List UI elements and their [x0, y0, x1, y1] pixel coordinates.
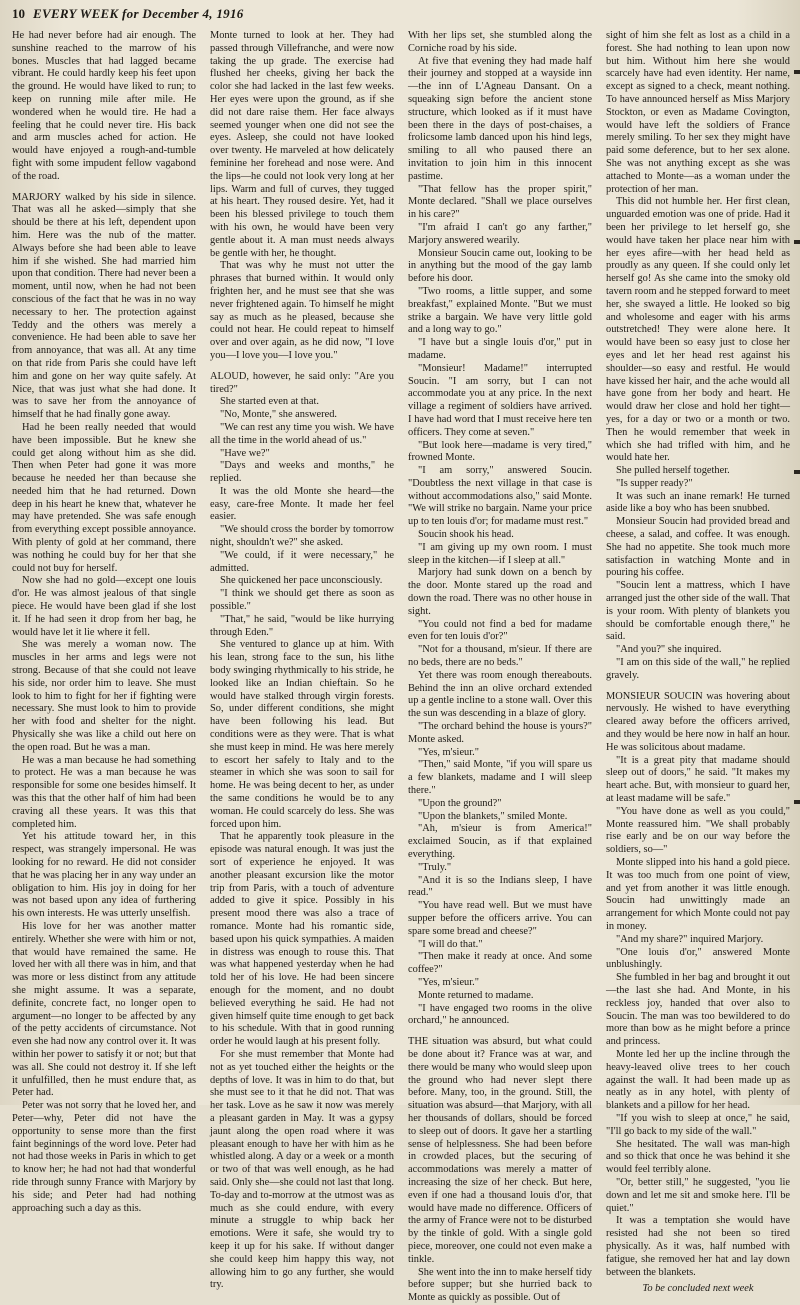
article-paragraph: "If you wish to sleep at once," he said, "I'll go back to my side of the wall."	[606, 1112, 790, 1137]
article-paragraph: "Yes, m'sieur."	[418, 976, 479, 988]
article-paragraph: She ventured to glance up at him. With his lean, strong face to the sun, his lithe body swinging rhythmically to his stride, he looked like an Indian chieftain. So he would have stalked through virgin forests. So, under different conditions, she might have been following his lead. But conditions were as they were. That is what she must keep in mind. He was here merely to escort her safely to Italy and to the steamer in which she was soon to sail for home. He was being decent to her, as under the same conditions he would be to any woman. He could scarcely do less. She was forced upon him.	[210, 639, 394, 830]
article-paragraph: "Yes, m'sieur."	[418, 746, 479, 758]
article-paragraph: "And you?" she inquired.	[616, 644, 722, 656]
article-paragraph: With her lips set, she stumbled along the Corniche road by his side.	[408, 30, 592, 54]
article-paragraph: "No, Monte," she answered.	[220, 409, 337, 421]
article-paragraph: Had he been really needed that would have been impossible. But he knew she could get along without him as she did. Then when Peter had gone it was more because he needed her than because she needed him that he had returned. Down deep in his heart he knew that, whatever he may have pretended. She was safe enough from everything except possible annoyance. With plenty of gold at her command, there was nothing he could buy for her that she could not buy for herself.	[12, 421, 196, 574]
running-title: EVERY WEEK for December 4, 1916	[33, 6, 244, 21]
article-paragraph: "Is supper ready?"	[616, 477, 693, 489]
article-paragraph: "I think we should get there as soon as possible."	[210, 588, 394, 613]
article-paragraph: MONSIEUR SOUCIN was hovering about nervously. He wished to have everything cleared away before the officers arrived, and they would be here now in half an hour. He was solicitous about madame.	[606, 690, 790, 753]
article-paragraph: "Days and weeks and months," he replied.	[210, 460, 394, 485]
article-paragraph: "Truly."	[418, 861, 452, 873]
article-paragraph: "One louis d'or," answered Monte unblushingly.	[606, 946, 790, 971]
article-paragraph: She went into the inn to make herself tidy before supper; but she hurried back to Monte as quickly as possible. Out of	[408, 1266, 592, 1304]
article-paragraph: sight of him she felt as lost as a child in a forest. She had nothing to lean upon now but him. Without him here she would scarcely have had even identity. Her name, except as signed to a check, meant nothing. To have announced herself as Miss Marjory Stockton, or even as Madame Covington, would have left the soldiers of France merely smiling. To her sex they might have paid some deference, but to her sex alone. She was not anything except as she was attached to Monte—as a woman under the protection of her man.	[606, 30, 790, 195]
article-paragraph: She fumbled in her bag and brought it out—the last she had. And Monte, in his reckless joy, handed that over also to Soucin. The man was too bewildered to do more than bow as he might before a prince and princess.	[606, 972, 790, 1048]
article-paragraph: "And my share?" inquired Marjory.	[616, 933, 764, 945]
article-paragraph: He had never before had air enough. The sunshine reached to the marrow of his bones. Muscles that had lagged became vibrant. He could hardly keep his feet upon the ground. He would have liked to run; to keep on running mile after mile. He wondered when he would tire. He had a feeling that he could never tire. His back and arm muscles ached for action. He would have enjoyed a rough-and-tumble fight with some impudent fellow vagabond of the road.	[12, 30, 196, 182]
article-paragraph: It was such an inane remark! He turned aside like a boy who has been snubbed.	[606, 490, 790, 515]
page-edge-mark	[794, 470, 800, 474]
article-paragraph: "Upon the blankets," smiled Monte.	[418, 810, 568, 822]
article-paragraph: "We should cross the border by tomorrow night, shouldn't we?" she asked.	[210, 524, 394, 549]
article-paragraph: "I have but a single louis d'or," put in madame.	[408, 337, 592, 361]
article-paragraph: "Monsieur! Madame!" interrupted Soucin. "I am sorry, but I can not accommodate you at any price. In the next village a regiment of soldiers have arrived. I have had word that I must receive here ten officers. They come at seven."	[408, 362, 592, 438]
column-4	[606, 30, 790, 1305]
article-paragraph: Monte led her up the incline through the heavy-leaved olive trees to her couch against the wall. It had been made up as neatly as in any hotel, with plenty of blankets and a pillow for her head.	[606, 1048, 790, 1112]
article-paragraph: "That fellow has the proper spirit," Monte declared. "Shall we place ourselves in his care?"	[408, 183, 592, 221]
article-paragraph: "You could not find a bed for madame even for ten louis d'or?"	[408, 618, 592, 643]
article-paragraph: "Ah, m'sieur is from America!" exclaimed Soucin, as if that explained everything.	[408, 823, 592, 860]
article-paragraph: "That," he said, "would be like hurrying through Eden."	[210, 613, 394, 638]
article-paragraph: "Two rooms, a little supper, and some breakfast," explained Monte. "But we must strike a bargain. We have very little gold and a long way to go."	[408, 285, 592, 336]
article-paragraph: "We could, if it were necessary," he admitted.	[210, 549, 394, 574]
article-paragraph: She started even at that.	[220, 396, 319, 408]
article-paragraph: "I have engaged two rooms in the olive orchard," he announced.	[408, 1002, 592, 1027]
article-paragraph: Monsieur Soucin had provided bread and cheese, a salad, and coffee. It was enough. She had no appetite. She took much more satisfaction in watching Monte and in pouring his coffee.	[606, 516, 790, 579]
article-paragraph: "Then make it ready at once. And some coffee?"	[408, 951, 592, 976]
page-number: 10	[12, 6, 25, 21]
article-paragraph: "I'm afraid I can't go any farther," Marjory answered wearily.	[408, 221, 592, 246]
article-paragraph: He was a man because he had something to protect. He was a man because he was responsible for some one besides himself. It was this that the other half of him had been craving all these years. It was this that completed him.	[12, 754, 196, 830]
article-paragraph: It was the old Monte she heard—the easy, care-free Monte. It made her feel easier.	[210, 485, 394, 523]
article-paragraph: Soucin shook his head.	[418, 529, 514, 541]
article-paragraph: At five that evening they had made half their journey and stopped at a wayside inn—the inn of L'Agneau Dansant. On a squeaking sign before the ancient stone structure, which looked as if it must have been there in the days of post-chaises, a frolicsome lamb danced upon his hind legs, smiling to all who paused there an invitation to join him in this innocent pastime.	[408, 55, 592, 182]
page-edge-mark	[794, 800, 800, 804]
article-paragraph: It was a temptation she would have resisted had she not been so tired physically. As it was, half numbed with fatigue, she removed her hat and lay down between the blankets.	[606, 1215, 790, 1278]
article-paragraph: That he apparently took pleasure in the episode was natural enough. It was just the sort of experience he enjoyed. It was another pleasant excursion like the motor trip from Paris, with a touch of adventure added to give it spice. Possibly in his present mood there was also a trace of romance. Monte had his romantic side, based upon his quick sympathies. A maiden in distress was enough to rouse this. That was what happened yesterday when he had told her of his love. He had been sincere enough for the moment, and no doubt believed everything he said. He had not given himself quite time enough to get back to his schedule. With that in good running order he would laugh at his present folly.	[210, 831, 394, 1048]
article-paragraph: She hesitated. The wall was man-high and so thick that once he was behind it she would feel terribly alone.	[606, 1138, 790, 1176]
article-paragraph: "Then," said Monte, "if you will spare us a few blankets, madame and I will sleep there."	[408, 759, 592, 797]
article-paragraph: She quickened her pace unconsciously.	[220, 575, 383, 587]
article-paragraph: ALOUD, however, he said only: "Are you tired?"	[210, 370, 394, 395]
article-paragraph: For she must remember that Monte had not as yet touched either the heights or the depths of love. It was in him to do that, but she must see to it that he did not. That was her task. Love as he saw it now was merely a pleasant garden in May. It was a gypsy jaunt along the open road where it was pleasant enough to have her with him as he whistled along. A day or a week or a month or two of that was well enough, as he had said. Only she—she could not last that long. To-day and to-morrow at the utmost was as much as she could endure, with every minute a struggle to whip back her emotions. Were it safe, she would try to keep it up for his sake. If without danger she could keep him happy this way, not allowing him to go any further, she would try.	[210, 1048, 394, 1291]
article-paragraph: Monte returned to madame.	[418, 989, 534, 1001]
article-paragraph: "But look here—madame is very tired," frowned Monte.	[408, 439, 592, 464]
column-2	[210, 30, 394, 1305]
article-paragraph: Yet his attitude toward her, in this respect, was strangely impersonal. He was looking for no reward. He did not consider that he was placing her in any way under an obligation to him. His joy in doing for her was not based upon any idea of furthering his own interests. He was utterly unselfish.	[12, 831, 196, 920]
page-header	[12, 6, 788, 28]
article-paragraph: "The orchard behind the house is yours?" Monte asked.	[408, 721, 592, 745]
continuation-note: To be concluded next week	[642, 1283, 754, 1295]
article-paragraph: MARJORY walked by his side in silence. That was all he asked—simply that she should be there at his left, dependent upon him. Here was the nub of the matter. Always before she had been able to leave him if she wished. She had married him upon that condition. There had never been a moment, until now, when he had not been conscious of the fact that he was in no way necessary to her. The protection against Teddy and the others was merely a convenience. He had been able to save her from annoyance, that was all. At any time on that ride from Paris she could have left him and gone on her way quite safely. At Nice, that was just what she had done. It was to save her from the annoyance of himself that he had finally gone away.	[12, 191, 196, 421]
article-paragraph: She was merely a woman now. The muscles in her arms and legs were not strong. Because of that she could not leave his side, nor order him to leave. She must look to him to fight for her if fighting were necessary. She must look to him to provide her with food and shelter for the night. Physically she was like a child out here on the open road. But he was a man.	[12, 639, 196, 753]
column-1	[12, 30, 196, 1305]
article-paragraph: "It is a great pity that madame should sleep out of doors," he said. "It makes my heart ache. But, with monsieur to guard her, at least madame will be safe."	[606, 754, 790, 805]
page-edge-mark	[794, 240, 800, 244]
article-paragraph: "You have read well. But we must have supper before the officers arrive. You can spare some bread and cheese?"	[408, 900, 592, 937]
article-paragraph: "I am sorry," answered Soucin. "Doubtless the next village in that case is without accommodations also," said Monte. "We will strike no bargain. Name your price up to ten louis d'or; for madame must rest."	[408, 465, 592, 528]
article-paragraph: "We can rest any time you wish. We have all the time in the world ahead of us."	[210, 421, 394, 446]
article-paragraph: "Or, better still," he suggested, "you lie down and let me sit and smoke here. I'll be quiet."	[606, 1176, 790, 1214]
article-paragraph: "I will do that."	[418, 938, 483, 950]
article-paragraph: "You have done as well as you could," Monte reassured him. "We shall probably rise early and be on our way before the soldiers, so—"	[606, 805, 790, 856]
page-edge-mark	[794, 70, 800, 74]
column-3	[408, 30, 592, 1305]
article-paragraph: "I am giving up my own room. I must sleep in the kitchen—if I sleep at all."	[408, 541, 592, 566]
article-paragraph: That was why he must not utter the phrases that burned within. It would only frighten her, and he must see that she was never frightened again. To himself he might say as much as he pleased, because she could not hear. He could repeat to himself over and over again, as he did now, "I love you—I love you—I love you."	[210, 260, 394, 361]
article-paragraph: THE situation was absurd, but what could be done about it? France was at war, and there would be many who would sleep upon the ground who had never slept there before. Many, too, in the ground. Still, the situation was absurd—that Marjory, with all her thousands of dollars, should be forced to sleep out of doors. It gave her a startling sense of helplessness. She had been before in crowded places, but the securing of accommodations was merely a matter of increasing the size of her check. But here, even if one had a thousand louis d'or, that would have made no difference. Officers of the army of France were not to be disturbed by the tinkle of gold. With a single gold piece, moreover, one could not even make a tinkle.	[408, 1036, 592, 1265]
article-paragraph: Marjory had sunk down on a bench by the door. Monte stared up the road and down the road. There was no other house in sight.	[408, 567, 592, 617]
article-paragraph: "And it is so the Indians sleep, I have read."	[408, 874, 592, 899]
article-paragraph: "Not for a thousand, m'sieur. If there are no beds, there are no beds."	[408, 644, 592, 669]
article-columns	[12, 30, 790, 1304]
article-paragraph: "Have we?"	[220, 447, 270, 459]
article-paragraph: Yet there was room enough thereabouts. Behind the inn an olive orchard extended up a gentle incline to a stone wall. Over this the sun was descending in a blaze of glory.	[408, 669, 592, 720]
article-paragraph: Peter was not sorry that he loved her, and Peter—why, Peter did not have the opportunity to sense more than the first faint beginnings of the word love. Peter had not had those weeks in Paris in which to get to know her; he had not had that wonderful ride through sunny France with Marjory by his side; and Peter had had nothing approaching such a day as this.	[12, 1100, 196, 1214]
article-paragraph: Now she had no gold—except one louis d'or. He was almost jealous of that single piece. He would have been glad if she lost it. If he had seen it drop from her bag, he would have let it lie where it fell.	[12, 575, 196, 638]
article-paragraph: "Upon the ground?"	[418, 797, 502, 809]
article-paragraph: This did not humble her. Her first clean, unguarded emotion was one of pride. Had it been her privilege to let herself go, she would have taken her place near him with her eyes afire—with her head held as proudly as any queen. If she could only let herself go! As she came into the smoky old tavern room and he stepped forward to meet her, she swayed a little. He looked so big and wholesome and eager with his arms outstretched! They were alone here. It would have been so easy just to close her eyes and let her head rest against his shoulder—so easy and restful. He would have kissed her hair, and the ache would all have gone from her body and heart. He would draw her close and hold her tight—yes, for a day or two or a month or two. Then he would remember that week in which she had trifled with him, and he would hate her.	[606, 196, 790, 464]
article-paragraph: Monsieur Soucin came out, looking to be in anything but the mood of the gay lamb before his door.	[408, 247, 592, 285]
article-paragraph: His love for her was another matter entirely. Whether she were with him or not, that would have remained the same. He loved her with all there was in him, and that was more or less distinct from any attitude she might assume. It was a separate, definite, concrete fact, no longer open to argument—no longer to be affected by any of the petty accidents of circumstance. Not even she had now any control over it. It was within her power to satisfy it or not; but that was all. She could not destroy it. If she left it unfulfilled, then he must endure that, as Peter had.	[12, 920, 196, 1099]
article-paragraph: She pulled herself together.	[616, 465, 730, 477]
article-paragraph: "Soucin lent a mattress, which I have arranged just the other side of the wall. That is your room. With plenty of blankets you should be comfortable enough there," he said.	[606, 580, 790, 643]
article-paragraph: Monte slipped into his hand a gold piece. It was too much from one point of view, and yet from another it was little enough. Soucin had unwittingly made an arrangement for which Monte could not pay in money.	[606, 857, 790, 932]
article-paragraph: Monte turned to look at her. They had passed through Villefranche, and were now taking the up grade. The exercise had flushed her cheeks, giving her back the color she had lacked in the last few weeks. Her eyes were upon the ground, as if she did not dare raise them. Her face always seemed younger when one did not see the eyes. Asleep, she could not have looked over twenty. He marveled at how delicately feminine her forehead and nose were. And the lips—he could not look very long at her lips. Warm and full of curves, they tugged at his heart. They roused desire. Yet, had it been his blessed privilege to touch them with his own, he would have been very gentle about it. A man must needs always be gentle with her, he thought.	[210, 30, 394, 259]
article-paragraph: "I am on this side of the wall," he replied gravely.	[606, 657, 790, 681]
